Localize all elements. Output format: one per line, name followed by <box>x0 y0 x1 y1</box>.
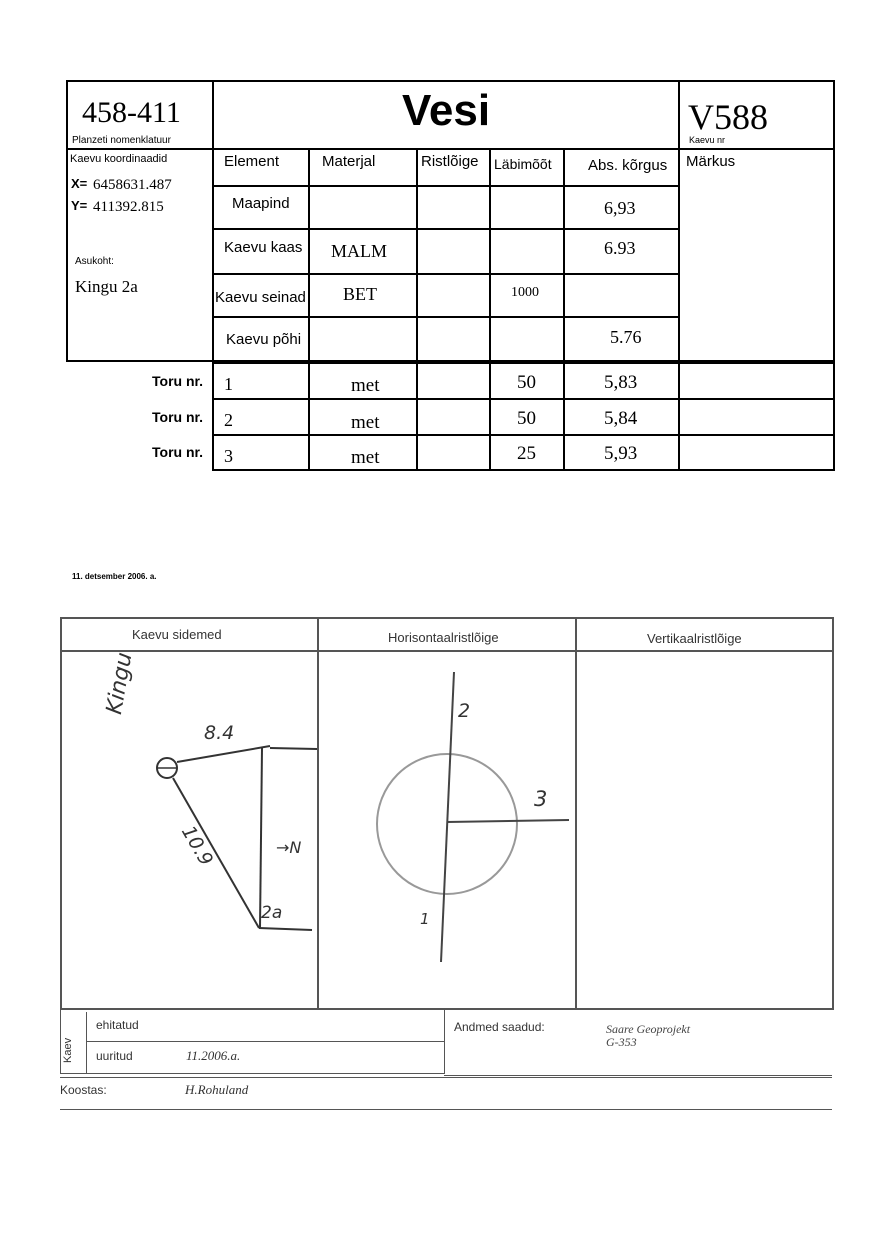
north-label: →N <box>276 838 302 857</box>
table-row-material: BET <box>343 284 377 304</box>
pipe-number: 2 <box>224 410 233 430</box>
column-header-element: Element <box>224 153 280 170</box>
nomenclature-value: 458-411 <box>82 96 181 129</box>
table-row-element: Kaevu seinad <box>215 289 306 306</box>
table-row-material: MALM <box>331 241 388 261</box>
nomenclature-label: Planzeti nomenklatuur <box>72 135 171 146</box>
pipe-label: Toru nr. <box>152 409 204 425</box>
distance-diagonal-label: 10.9 <box>176 822 218 870</box>
sketch-title-vertical: Vertikaalristlõige <box>647 631 742 646</box>
pipe-number: 3 <box>224 446 233 466</box>
pipe-2-label: 2 <box>458 700 471 722</box>
location-label: Asukoht: <box>75 256 114 267</box>
document-date: 11. detsember 2006. a. <box>72 572 157 581</box>
well-number-value: V588 <box>688 97 768 137</box>
well-vertical-label: Kaev <box>62 1037 74 1063</box>
compiled-label: Koostas: <box>60 1083 107 1097</box>
data-source-code: G-353 <box>606 1035 637 1049</box>
pipe-diameter: 50 <box>517 372 536 393</box>
pipe-label: Toru nr. <box>152 444 204 460</box>
street-label: Kingu <box>102 650 138 717</box>
table-row-element: Kaevu põhi <box>226 331 302 348</box>
data-source-value: Saare Geoprojekt <box>606 1022 691 1036</box>
distance-top-label: 8.4 <box>204 722 235 744</box>
compiled-value: H.Rohuland <box>185 1082 249 1097</box>
pipe-diameter: 25 <box>517 443 536 464</box>
distance-bottom-label: 2a <box>261 903 283 923</box>
well-number-label: Kaevu nr <box>689 135 726 145</box>
coordinates-label: Kaevu koordinaadid <box>70 153 168 165</box>
pipe-1-label: 1 <box>420 910 430 928</box>
sketch-title-connections: Kaevu sidemed <box>132 627 222 642</box>
column-header-abs-height: Abs. kõrgus <box>588 157 668 174</box>
pipe-material: met <box>351 375 380 396</box>
y-label: Y= <box>71 198 88 213</box>
column-header-diameter: Läbimõõt <box>494 156 552 172</box>
horizontal-section-drawing <box>319 652 575 1008</box>
x-label: X= <box>71 176 88 191</box>
column-header-cross-section: Ristlõige <box>421 153 479 170</box>
table-row-height: 5.76 <box>610 327 642 347</box>
column-header-remarks: Märkus <box>686 153 736 170</box>
y-value: 411392.815 <box>93 199 164 215</box>
sketch-title-horizontal: Horisontaalristlõige <box>388 630 499 645</box>
table-row-element: Maapind <box>232 195 290 212</box>
pipe-number: 1 <box>224 374 233 394</box>
pipe-height: 5,84 <box>604 408 638 429</box>
built-label: ehitatud <box>96 1018 139 1032</box>
table-row-height: 6.93 <box>604 238 636 258</box>
surveyed-value: 11.2006.a. <box>186 1048 241 1063</box>
x-value: 6458631.487 <box>93 177 172 193</box>
pipe-height: 5,83 <box>604 372 638 393</box>
table-row-element: Kaevu kaas <box>224 239 303 256</box>
pipe-height: 5,93 <box>604 443 638 464</box>
pipe-material: met <box>351 447 380 468</box>
pipe-3-label: 3 <box>534 787 548 811</box>
column-header-material: Materjal <box>322 153 376 170</box>
pipe-diameter: 50 <box>517 408 536 429</box>
page-title: Vesi <box>402 86 491 135</box>
location-value: Kingu 2a <box>75 277 138 296</box>
surveyed-label: uuritud <box>96 1049 133 1063</box>
pipe-label: Toru nr. <box>152 373 204 389</box>
pipe-material: met <box>351 412 380 433</box>
data-source-label: Andmed saadud: <box>454 1020 545 1034</box>
table-row-height: 6,93 <box>604 198 636 218</box>
table-row-diameter: 1000 <box>511 285 539 300</box>
